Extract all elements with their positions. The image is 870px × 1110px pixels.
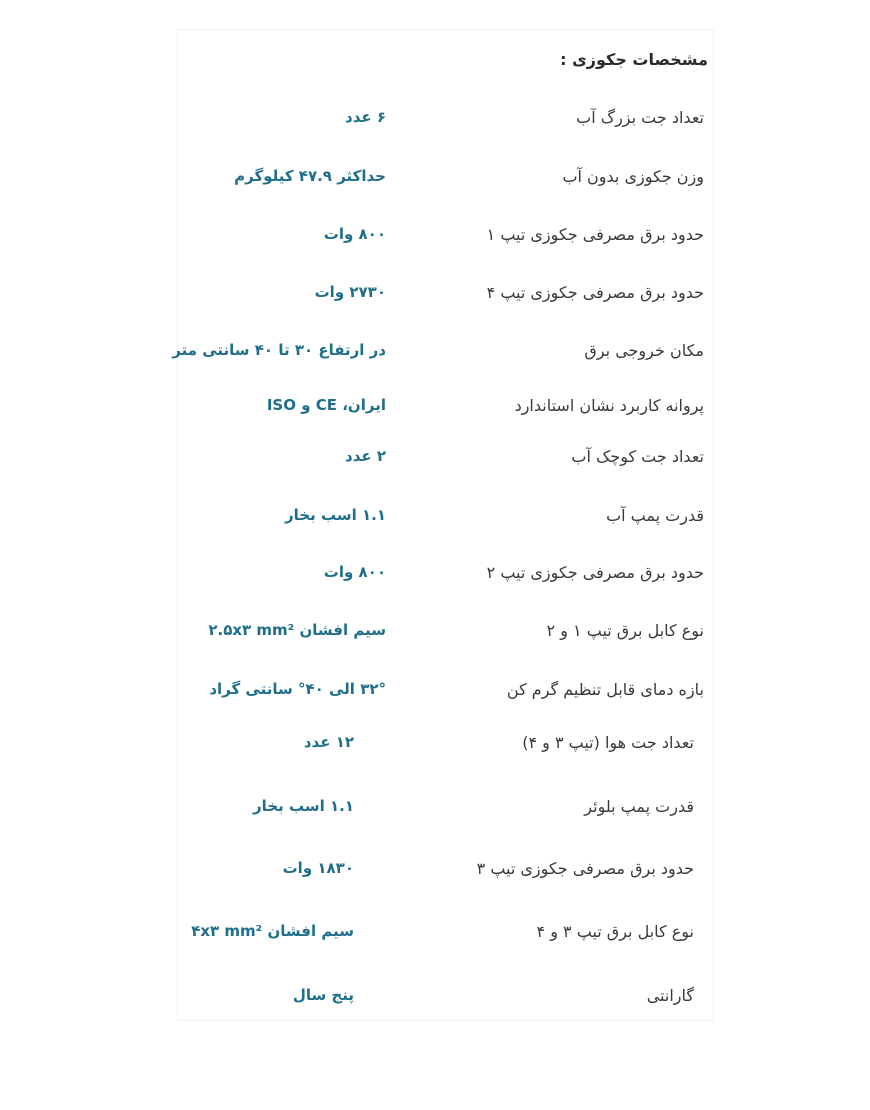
spec-label: قدرت پمپ بلوئر: [584, 797, 694, 816]
spec-row: [0, 341, 870, 371]
spec-row: [0, 680, 870, 710]
spec-label: وزن جکوزی بدون آب: [562, 167, 704, 186]
spec-label: حدود برق مصرفی جکوزی تیپ ۱: [486, 225, 704, 244]
spec-label: نوع کابل برق تیپ ۳ و ۴: [536, 922, 694, 941]
spec-value: ۱۲ عدد: [303, 733, 354, 751]
spec-label: حدود برق مصرفی جکوزی تیپ ۳: [476, 859, 694, 878]
spec-row: [0, 283, 870, 313]
spec-label: تعداد جت بزرگ آب: [576, 108, 704, 127]
spec-label: تعداد جت کوچک آب: [571, 447, 704, 466]
spec-value: ۱۸۳۰ وات: [282, 859, 354, 877]
spec-value: ۱.۱ اسب بخار: [285, 506, 386, 524]
spec-value: ۲۷۳۰ وات: [314, 283, 386, 301]
spec-value: ۳۲° الی ۴۰° سانتی گراد: [209, 680, 386, 698]
spec-value: ۱.۱ اسب بخار: [253, 797, 354, 815]
spec-value: پنج سال: [292, 986, 354, 1004]
spec-value: در ارتفاع ۳۰ تا ۴۰ سانتی متر: [172, 341, 386, 359]
spec-row: [0, 859, 870, 889]
spec-value: ۶ عدد: [345, 108, 386, 126]
spec-row: [0, 922, 870, 952]
spec-value: سیم افشان ۲.۵x۳ mm²: [208, 621, 386, 639]
spec-row: [0, 733, 870, 763]
spec-label: حدود برق مصرفی جکوزی تیپ ۲: [486, 563, 704, 582]
spec-label: بازه دمای قابل تنظیم گرم کن: [506, 680, 704, 699]
spec-row: [0, 563, 870, 593]
spec-value: سیم افشان ۴x۳ mm²: [191, 922, 354, 940]
spec-label: مکان خروجی برق: [584, 341, 704, 360]
spec-row: [0, 506, 870, 536]
spec-value: ۸۰۰ وات: [323, 225, 386, 243]
spec-label: تعداد جت هوا (تیپ ۳ و ۴): [522, 733, 694, 752]
spec-row: [0, 167, 870, 197]
spec-row: [0, 396, 870, 426]
spec-label: پروانه کاربرد نشان استاندارد: [514, 396, 704, 415]
spec-value: ۲ عدد: [345, 447, 386, 465]
spec-label: حدود برق مصرفی جکوزی تیپ ۴: [486, 283, 704, 302]
spec-label: نوع کابل برق تیپ ۱ و ۲: [546, 621, 704, 640]
spec-value: حداکثر ۴۷.۹ کیلوگرم: [234, 167, 386, 185]
spec-row: [0, 986, 870, 1016]
spec-row: [0, 797, 870, 827]
spec-row: [0, 621, 870, 651]
spec-label: گارانتی: [646, 986, 694, 1005]
spec-value: ۸۰۰ وات: [323, 563, 386, 581]
spec-label: قدرت پمپ آب: [606, 506, 704, 525]
spec-row: [0, 447, 870, 477]
spec-row: [0, 225, 870, 255]
spec-row: [0, 108, 870, 138]
page-title: مشخصات جکوزی :: [560, 50, 708, 69]
spec-value: ایران، CE و ISO: [266, 396, 386, 414]
